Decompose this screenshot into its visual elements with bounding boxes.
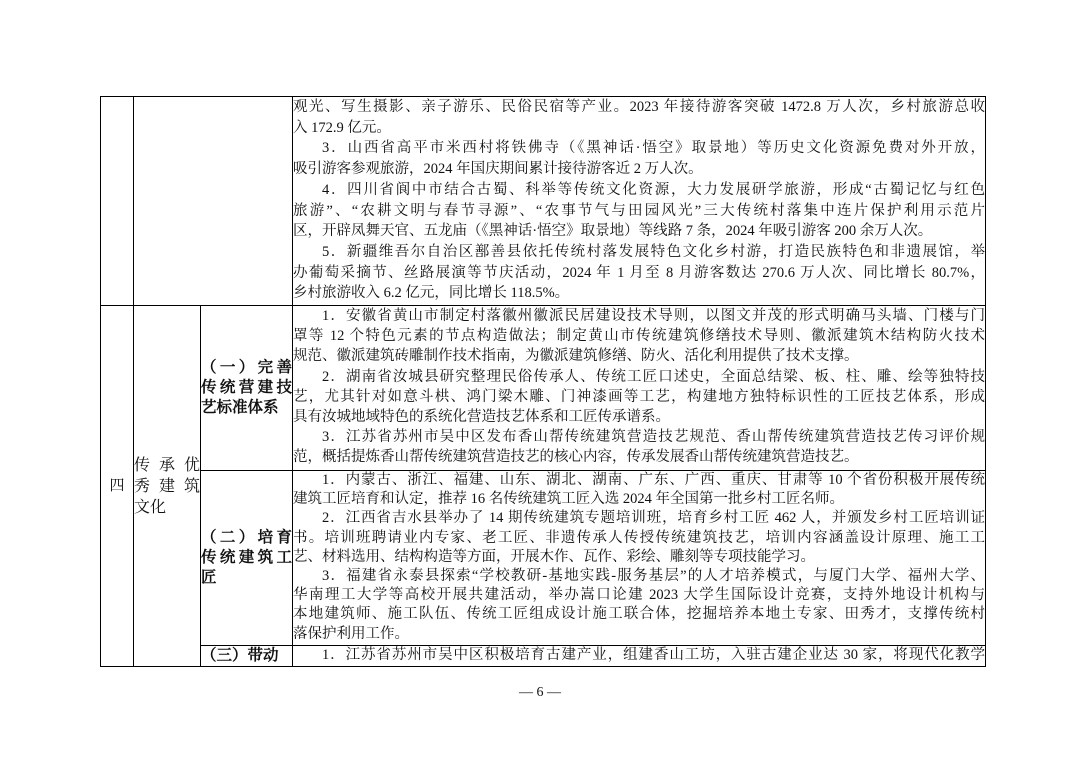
text-line: 书。培训班聘请业内专家、老工匠、非遗传承人传授传统建筑技艺，培训内容涵盖设计原理、施工工 bbox=[293, 529, 985, 546]
subsection-title-line: （一）完善 bbox=[201, 359, 292, 376]
text-line: 区，开辟凤舞天官、五龙庙（《黑神话·悟空》取景地）等线路 7 条，2024 年吸引游客 200 余万人次。 bbox=[293, 223, 933, 240]
text-line: 华南理工大学等高校开展共建活动，举办嵩口论建 2023 大学生国际设计竞赛，支持外地设计机构与 bbox=[293, 587, 985, 604]
text-line: 罩等 12 个特色元素的节点构造做法；制定黄山市传统建筑修缮技术导则、徽派建筑木结构防火技术 bbox=[293, 328, 985, 345]
text-line: 旅游”、“农耕文明与春节寻源”、“农事节气与田园风光”三大传统村落集中连片保护利用示范片 bbox=[293, 202, 985, 219]
cell-category bbox=[134, 306, 201, 667]
subsection-title-line: （二）培育 bbox=[201, 529, 292, 546]
cell-number bbox=[101, 97, 134, 306]
text-line: 4．四川省阆中市结合古蜀、科举等传统文化资源，大力发展研学旅游，形成“古蜀记忆与红色 bbox=[322, 181, 985, 198]
text-line: 建筑工匠培育和认定，推荐 16 名传统建筑工匠入选 2024 年全国第一批乡村工匠名师。 bbox=[293, 491, 844, 508]
text-line: 吸引游客参观旅游，2024 年国庆期间累计接待游客近 2 万人次。 bbox=[293, 161, 703, 178]
text-line: 5．新疆维吾尔自治区鄯善县依托传统村落发展特色文化乡村游，打造民族特色和非遗展馆，举 bbox=[322, 243, 985, 260]
text-line: 3．福建省永泰县探索“学校教研-基地实践-服务基层”的人才培养模式，与厦门大学、福州大学、 bbox=[322, 568, 985, 585]
text-line: 2．湖南省汝城县研究整理民俗传承人、传统工匠口述史，全面总结梁、板、柱、雕、绘等独特技 bbox=[322, 368, 985, 385]
text-line: 乡村旅游收入 6.2 亿元，同比增长 118.5%。 bbox=[293, 285, 570, 302]
table-row-continued bbox=[101, 97, 986, 306]
text-line: 艺，尤其针对如意斗栱、鸿门梁木雕、门神漆画等工艺，构建地方独特标识性的工匠技艺体系，形成 bbox=[293, 388, 985, 405]
text-line: 3．山西省高平市米西村将铁佛寺（《黑神话·悟空》取景地）等历史文化资源免费对外开放， bbox=[322, 140, 985, 157]
text-line: 3．江苏省苏州市吴中区发布香山帮传统建筑营造技艺规范、香山帮传统建筑营造技艺传习评价规 bbox=[322, 429, 985, 446]
text-line: 观光、写生摄影、亲子游乐、民俗民宿等产业。2023 年接待游客突破 1472.8 万人次，乡村旅游总收 bbox=[293, 99, 985, 115]
text-line: 1．安徽省黄山市制定村落徽州徽派民居建设技术导则，以图文并茂的形式明确马头墙、门楼与门 bbox=[322, 308, 985, 324]
cell-category bbox=[134, 97, 293, 306]
category-label-line: 传承优 bbox=[134, 456, 200, 474]
cell-content bbox=[293, 646, 986, 667]
text-line: 范，概括提炼香山帮传统建筑营造技艺的核心内容，传承发展香山帮传统建筑营造技艺。 bbox=[293, 449, 859, 466]
subsection-title-line: 艺标准体系 bbox=[201, 399, 279, 416]
cell-content bbox=[293, 306, 986, 471]
text-line: 1．江苏省苏州市吴中区积极培育古建产业，组建香山工坊，入驻古建企业达 30 家，将现代化教学 bbox=[322, 647, 985, 663]
subsection-title-line: 传统建筑工 bbox=[201, 549, 292, 566]
cell-content bbox=[293, 97, 986, 306]
text-line: 1．内蒙古、浙江、福建、山东、湖北、湖南、广东、广西、重庆、甘肃等 10 个省份积极开展传统 bbox=[322, 472, 985, 488]
table-row bbox=[101, 646, 986, 667]
text-line: 规范、徽派建筑砖雕制作技术指南，为徽派建筑修缮、防火、活化利用提供了技术支撑。 bbox=[293, 348, 859, 365]
text-line: 2．江西省吉水县举办了 14 期传统建筑专题培训班，培育乡村工匠 462 人，并颁发乡村工匠培训证 bbox=[322, 510, 985, 527]
cell-number bbox=[101, 306, 134, 667]
text-line: 艺、材料选用、结构构造等方面，开展木作、瓦作、彩绘、雕刻等专项技能学习。 bbox=[293, 548, 815, 565]
subsection-title-line: 匠 bbox=[201, 569, 217, 586]
category-label-line: 文化 bbox=[134, 498, 167, 516]
text-line: 具有汝城地域特色的系统化营造技艺体系和工匠传承谱系。 bbox=[293, 409, 670, 426]
table-row bbox=[101, 471, 986, 646]
category-label-line: 秀建筑 bbox=[134, 477, 200, 495]
section-number: 四 bbox=[109, 478, 125, 494]
cell-subcategory bbox=[201, 646, 293, 667]
table-row bbox=[101, 306, 986, 471]
subsection-title-line: 传统营建技 bbox=[201, 379, 292, 396]
cell-content bbox=[293, 471, 986, 646]
text-line: 落保护利用工作。 bbox=[293, 625, 409, 642]
subsection-title-line: （三）带动 bbox=[201, 647, 279, 664]
data-table bbox=[100, 96, 986, 667]
cell-subcategory bbox=[201, 471, 293, 646]
text-line: 办葡萄采摘节、丝路展演等节庆活动，2024 年 1 月至 8 月游客数达 270.6 万人次、同比增长 80.7%， bbox=[293, 264, 985, 281]
text-line: 本地建筑师、施工队伍、传统工匠组成设计施工联合体，挖掘培养本地土专家、田秀才，支撑传统村 bbox=[293, 606, 985, 623]
page-number: — 6 — bbox=[519, 685, 561, 700]
cell-subcategory bbox=[201, 306, 293, 471]
table-body bbox=[101, 97, 986, 667]
text-line: 入 172.9 亿元。 bbox=[293, 119, 391, 136]
